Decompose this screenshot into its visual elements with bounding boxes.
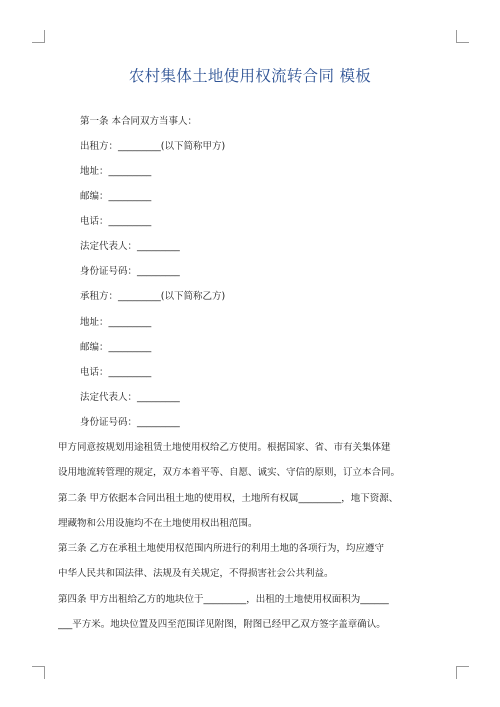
lessor-address-line: 地址：_________ xyxy=(80,166,152,177)
paragraph-line: 甲方同意按规划用途租赁土地使用权给乙方使用。根据国家、省、市有关集体建 xyxy=(58,442,391,453)
lessee-id-line: 身份证号码：_________ xyxy=(80,417,180,428)
paragraph-line: 中华人民共和国法律、法规及有关规定，不得损害社会公共利益。 xyxy=(58,568,334,579)
crop-mark-bottom-right xyxy=(456,666,469,679)
lessee-name-line: 承租方：_________(以下简称乙方) xyxy=(80,291,226,302)
lessee-phone-line: 电话：_________ xyxy=(80,367,152,378)
lessor-name-line: 出租方：_________(以下简称甲方) xyxy=(80,141,226,152)
paragraph-line: 第二条 甲方依据本合同出租土地的使用权，土地所有权属_________，地下资源、 xyxy=(58,493,399,504)
paragraph-line: 设用地流转管理的规定，双方本着平等、自愿、诚实、守信的原则，订立本合同。 xyxy=(58,467,401,478)
lessee-postcode-line: 邮编：_________ xyxy=(80,342,152,353)
lessor-postcode-line: 邮编：_________ xyxy=(80,191,152,202)
lessee-address-line: 地址：_________ xyxy=(80,317,152,328)
lessor-phone-line: 电话：_________ xyxy=(80,216,152,227)
clause-1-heading: 第一条 本合同双方当事人： xyxy=(80,116,198,127)
lessee-legal-rep-line: 法定代表人：_________ xyxy=(80,392,180,403)
paragraph-line: 第四条 甲方出租给乙方的地块位于_________，出租的土地使用权面积为______ xyxy=(58,594,389,605)
document-title: 农村集体土地使用权流转合同 模板 xyxy=(128,67,372,85)
crop-mark-bottom-left xyxy=(32,666,45,679)
lessor-id-line: 身份证号码：_________ xyxy=(80,266,180,277)
crop-mark-top-right xyxy=(456,30,469,43)
lessor-legal-rep-line: 法定代表人：_________ xyxy=(80,241,180,252)
paragraph-line: 埋藏物和公用设施均不在土地使用权出租范围。 xyxy=(58,518,258,529)
crop-mark-top-left xyxy=(32,30,45,43)
paragraph-line: ___平方米。地块位置及四至范围详见附图，附图已经甲乙双方签字盖章确认。 xyxy=(58,619,386,630)
paragraph-line: 第三条 乙方在承租土地使用权范围内所进行的利用土地的各项行为，均应遵守 xyxy=(58,543,385,554)
